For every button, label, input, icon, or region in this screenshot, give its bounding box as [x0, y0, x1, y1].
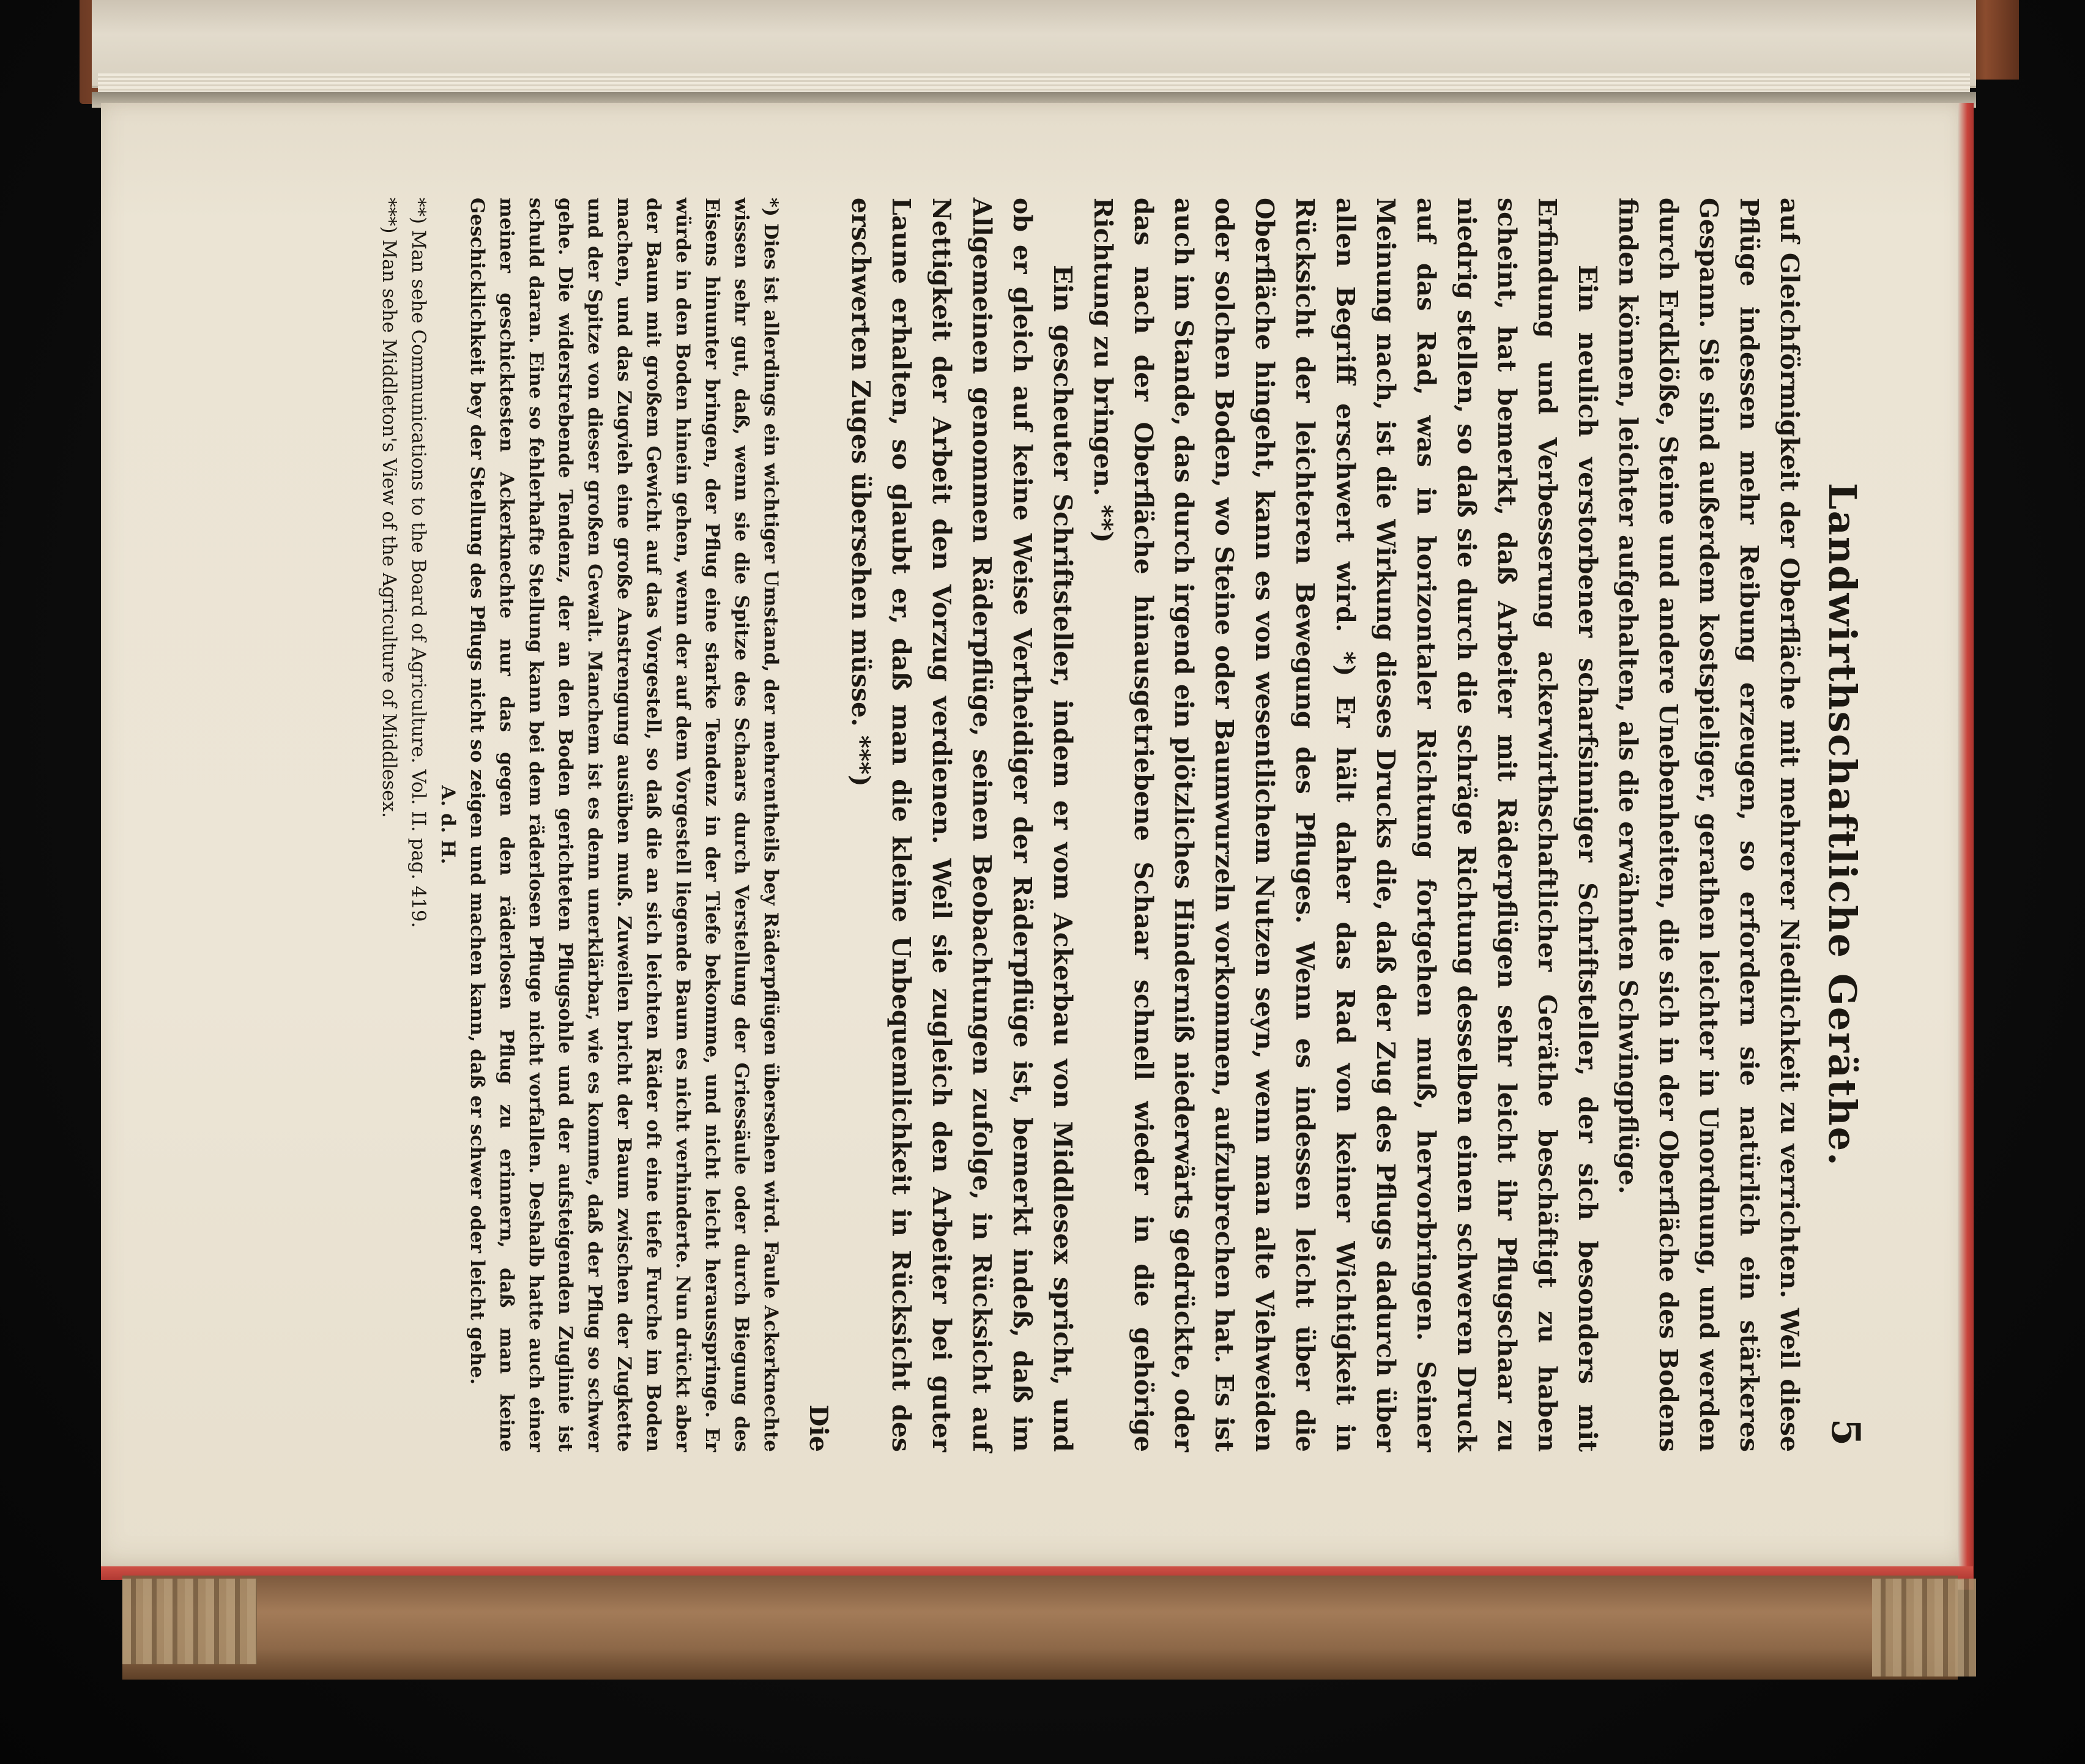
paragraph: auf Gleichförmigkeit der Oberfläche mit mehrerer Niedlichkeit zu verrichten. Weil diese Pflüge indessen mehr Reibung erzeugen, so erfordern sie natürlich ein stärkeres Gespann. Sie sind außerdem kostspieliger, gerathen leichter in Unordnung, und werden durch Erdklöße, Steine und andere Unebenheiten, die sich in der Oberfläche des Bodens finden können, leichter aufgehalten, als die erwähnten Schwingpflüge. — [1613, 198, 1804, 1452]
red-page-edge — [1958, 103, 1974, 1590]
frayed-binding — [1872, 1579, 1976, 1677]
paragraph: Ein gescheuter Schriftsteller, indem er vom Ackerbau von Middlesex spricht, und ob er gleich auf keine Weise Vertheidiger der Räderpflüge ist, bemerkt indeß, daß im Allgemeinen genommen Räderpflüge, seinen Beobachtungen zufolge, in Rücksicht auf Nettigkeit der Arbeit den Vorzug verdienen. Weil sie zugleich den Arbeiter bei guter Laune erhalten, so glaubt er, daß man die kleine Unbequemlichkeit in Rücksicht des erschwerten Zuges übersehen müsse. ***) — [846, 198, 1077, 1452]
book-spine-board — [122, 1576, 1958, 1680]
frayed-binding — [122, 1579, 257, 1664]
paragraph: Ein neulich verstorbener scharfsinniger Schriftsteller, der sich besonders mit Erfindung und Verbesserung ackerwirthschaftlicher Geräthe beschäftigt zu haben scheint, hat bemerkt, daß Arbeiter mit Räderpflügen sehr leicht ihr Pflugschaar zu niedrig stellen, so daß sie durch die schräge Richtung desselben einen schweren Druck auf das Rad, was in horizontaler Richtung fortgehen muß, hervorbringen. Seiner Meinung nach, ist die Wirkung dieses Drucks die, daß der Zug des Pflugs dadurch über allen Begriff erschwert wird. *) Er hält daher das Rad von keiner Wichtigkeit in Rücksicht der leichteren Bewegung des Pfluges. Wenn es indessen leicht über die Oberfläche hingeht, kann es von wesentlichem Nutzen seyn, wenn man alte Viehweiden oder solchen Boden, wo Steine oder Baumwurzeln vorkommen, aufzubrechen hat. Es ist auch im Stande, das durch irgend ein plötzliches Hinderniß niederwärts gedrückte, oder das nach der Oberfläche hinausgetriebene Schaar schnell wieder in die gehörige Richtung zu bringen. **) — [1088, 198, 1602, 1452]
page-number: 5 — [1823, 1418, 1868, 1446]
footnote-signature: A. d. H. — [437, 785, 459, 865]
footnote: **) Man sehe Communications to the Board of Agriculture. Vol. II. pag. 419. — [407, 198, 429, 928]
footnote: ***) Man sehe Middleton's View of the Agriculture of Middlesex. — [378, 198, 400, 818]
running-head: Landwirthschaftliche Geräthe. — [1820, 483, 1865, 1167]
page-header — [1810, 198, 1877, 1452]
body-text — [841, 198, 1810, 1452]
footnotes — [374, 198, 786, 1452]
footnote: *) Dies ist allerdings ein wichtiger Umstand, der mehrentheils bey Räderpflügen übersehen wird. Faule Ackerknechte wissen sehr gut, daß, wenn sie die Spitze des Schaars durch Verstellung der Griessäule oder durch Biegung des Eisens hinunter bringen, der Pflug eine starke Tendenz in der Tiefe bekomme, und nicht leicht herausspringe. Er würde in den Boden hinein gehen, wenn der auf dem Vorgestell liegende Baum es nicht verhinderte. Nun drückt aber der Baum mit großem Gewicht auf das Vorgestell, so daß die an sich leichten Räder oft eine tiefe Furche im Boden machen, und das Zugvieh eine große Anstrengung ausüben muß. Zuweilen bricht der Baum zwischen der Zugkette und der Spitze von dieser großen Gewalt. Manchem ist es denn unerklärbar, wie es komme, daß der Pflug so schwer gehe. Die widerstrebende Tendenz, der an den Boden gerichteten Pflugsohle und der aufsteigenden Zuglinie ist schuld daran. Eine so fehlerhafte Stellung kann bei dem räderlosen Pfluge nicht vorfallen. Deshalb hatte auch einer meiner geschicktesten Ackerknechte nur das gegen den räderlosen Pflug zu erinnern, daß man keine Geschicklichkeit bey der Stellung des Pflugs nicht so zeigen und machen kann, daß er schwer oder leicht gehe. — [466, 198, 782, 1452]
rotated-text-block — [213, 198, 1877, 1452]
catchword: Die — [804, 1404, 833, 1452]
